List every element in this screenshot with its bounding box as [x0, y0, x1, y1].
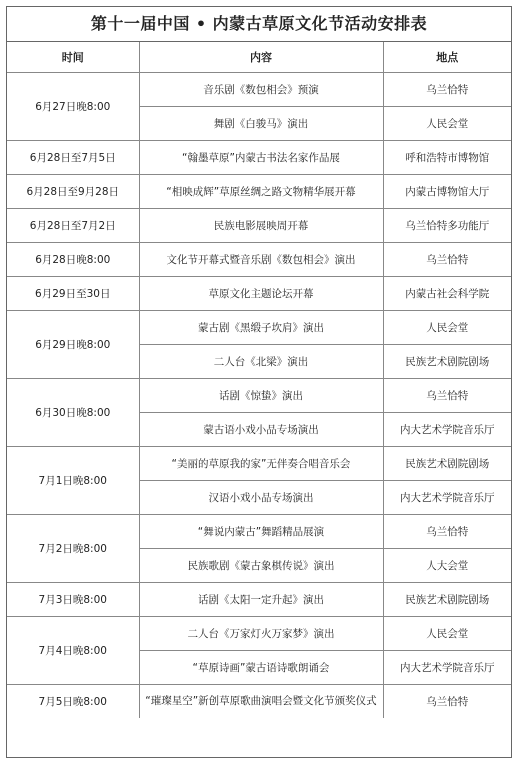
- place-cell: 人民会堂: [383, 616, 511, 650]
- header-place: 地点: [383, 42, 511, 72]
- time-cell: 6月29日至30日: [7, 276, 139, 310]
- table-row: [7, 208, 511, 242]
- time-cell: 7月3日晚8:00: [7, 582, 139, 616]
- table-row: [7, 242, 511, 276]
- schedule-table: [7, 42, 511, 718]
- table-row: [7, 514, 511, 548]
- content-cell: 草原文化主题论坛开幕: [139, 276, 383, 310]
- time-cell: 7月1日晚8:00: [7, 446, 139, 514]
- content-cell: “草原诗画”蒙古语诗歌朗诵会: [139, 650, 383, 684]
- content-cell: 舞剧《白骏马》演出: [139, 106, 383, 140]
- time-cell: 6月27日晚8:00: [7, 72, 139, 140]
- content-cell: “美丽的草原我的家”无伴奏合唱音乐会: [139, 446, 383, 480]
- content-cell: 蒙古剧《黑缎子坎肩》演出: [139, 310, 383, 344]
- header-time: 时间: [7, 42, 139, 72]
- place-cell: 人大会堂: [383, 548, 511, 582]
- table-row: [7, 140, 511, 174]
- table-row: [7, 378, 511, 412]
- schedule-sheet: [6, 6, 512, 758]
- content-cell: 民族电影展映周开幕: [139, 208, 383, 242]
- place-cell: 内大艺术学院音乐厅: [383, 412, 511, 446]
- time-cell: 7月4日晚8:00: [7, 616, 139, 684]
- table-row: [7, 582, 511, 616]
- header-content: 内容: [139, 42, 383, 72]
- content-cell: 二人台《万家灯火万家梦》演出: [139, 616, 383, 650]
- time-cell: 6月28日至7月2日: [7, 208, 139, 242]
- time-cell: 6月28日至9月28日: [7, 174, 139, 208]
- place-cell: 乌兰恰特: [383, 242, 511, 276]
- place-cell: 乌兰恰特: [383, 72, 511, 106]
- table-row: [7, 684, 511, 718]
- content-cell: 民族歌剧《蒙古象棋传说》演出: [139, 548, 383, 582]
- place-cell: 乌兰恰特: [383, 378, 511, 412]
- time-cell: 6月29日晚8:00: [7, 310, 139, 378]
- content-cell: “相映成辉”草原丝绸之路文物精华展开幕: [139, 174, 383, 208]
- content-cell: “翰墨草原”内蒙古书法名家作品展: [139, 140, 383, 174]
- place-cell: 内蒙古社会科学院: [383, 276, 511, 310]
- place-cell: 民族艺术剧院剧场: [383, 446, 511, 480]
- place-cell: 乌兰恰特: [383, 514, 511, 548]
- time-cell: 7月5日晚8:00: [7, 684, 139, 718]
- time-cell: 6月28日至7月5日: [7, 140, 139, 174]
- place-cell: 民族艺术剧院剧场: [383, 344, 511, 378]
- time-cell: 7月2日晚8:00: [7, 514, 139, 582]
- document-title: 第十一届中国 • 内蒙古草原文化节活动安排表: [7, 7, 511, 42]
- table-row: [7, 310, 511, 344]
- table-row: [7, 276, 511, 310]
- place-cell: 人民会堂: [383, 106, 511, 140]
- content-cell: 文化节开幕式暨音乐剧《数包相会》演出: [139, 242, 383, 276]
- content-cell: “舞说内蒙古”舞蹈精品展演: [139, 514, 383, 548]
- place-cell: 人民会堂: [383, 310, 511, 344]
- table-row: [7, 446, 511, 480]
- place-cell: 内蒙古博物馆大厅: [383, 174, 511, 208]
- place-cell: 内大艺术学院音乐厅: [383, 650, 511, 684]
- content-cell: 汉语小戏小品专场演出: [139, 480, 383, 514]
- content-cell: “璀璨星空”新创草原歌曲演唱会暨文化节颁奖仪式: [139, 684, 383, 718]
- time-cell: 6月28日晚8:00: [7, 242, 139, 276]
- table-row: [7, 72, 511, 106]
- place-cell: 乌兰恰特: [383, 684, 511, 718]
- place-cell: 乌兰恰特多功能厅: [383, 208, 511, 242]
- content-cell: 音乐剧《数包相会》预演: [139, 72, 383, 106]
- table-row: [7, 174, 511, 208]
- place-cell: 内大艺术学院音乐厅: [383, 480, 511, 514]
- content-cell: 二人台《北梁》演出: [139, 344, 383, 378]
- header-row: [7, 42, 511, 72]
- content-cell: 话剧《惊蛰》演出: [139, 378, 383, 412]
- place-cell: 呼和浩特市博物馆: [383, 140, 511, 174]
- table-row: [7, 616, 511, 650]
- place-cell: 民族艺术剧院剧场: [383, 582, 511, 616]
- content-cell: 蒙古语小戏小品专场演出: [139, 412, 383, 446]
- content-cell: 话剧《太阳一定升起》演出: [139, 582, 383, 616]
- time-cell: 6月30日晚8:00: [7, 378, 139, 446]
